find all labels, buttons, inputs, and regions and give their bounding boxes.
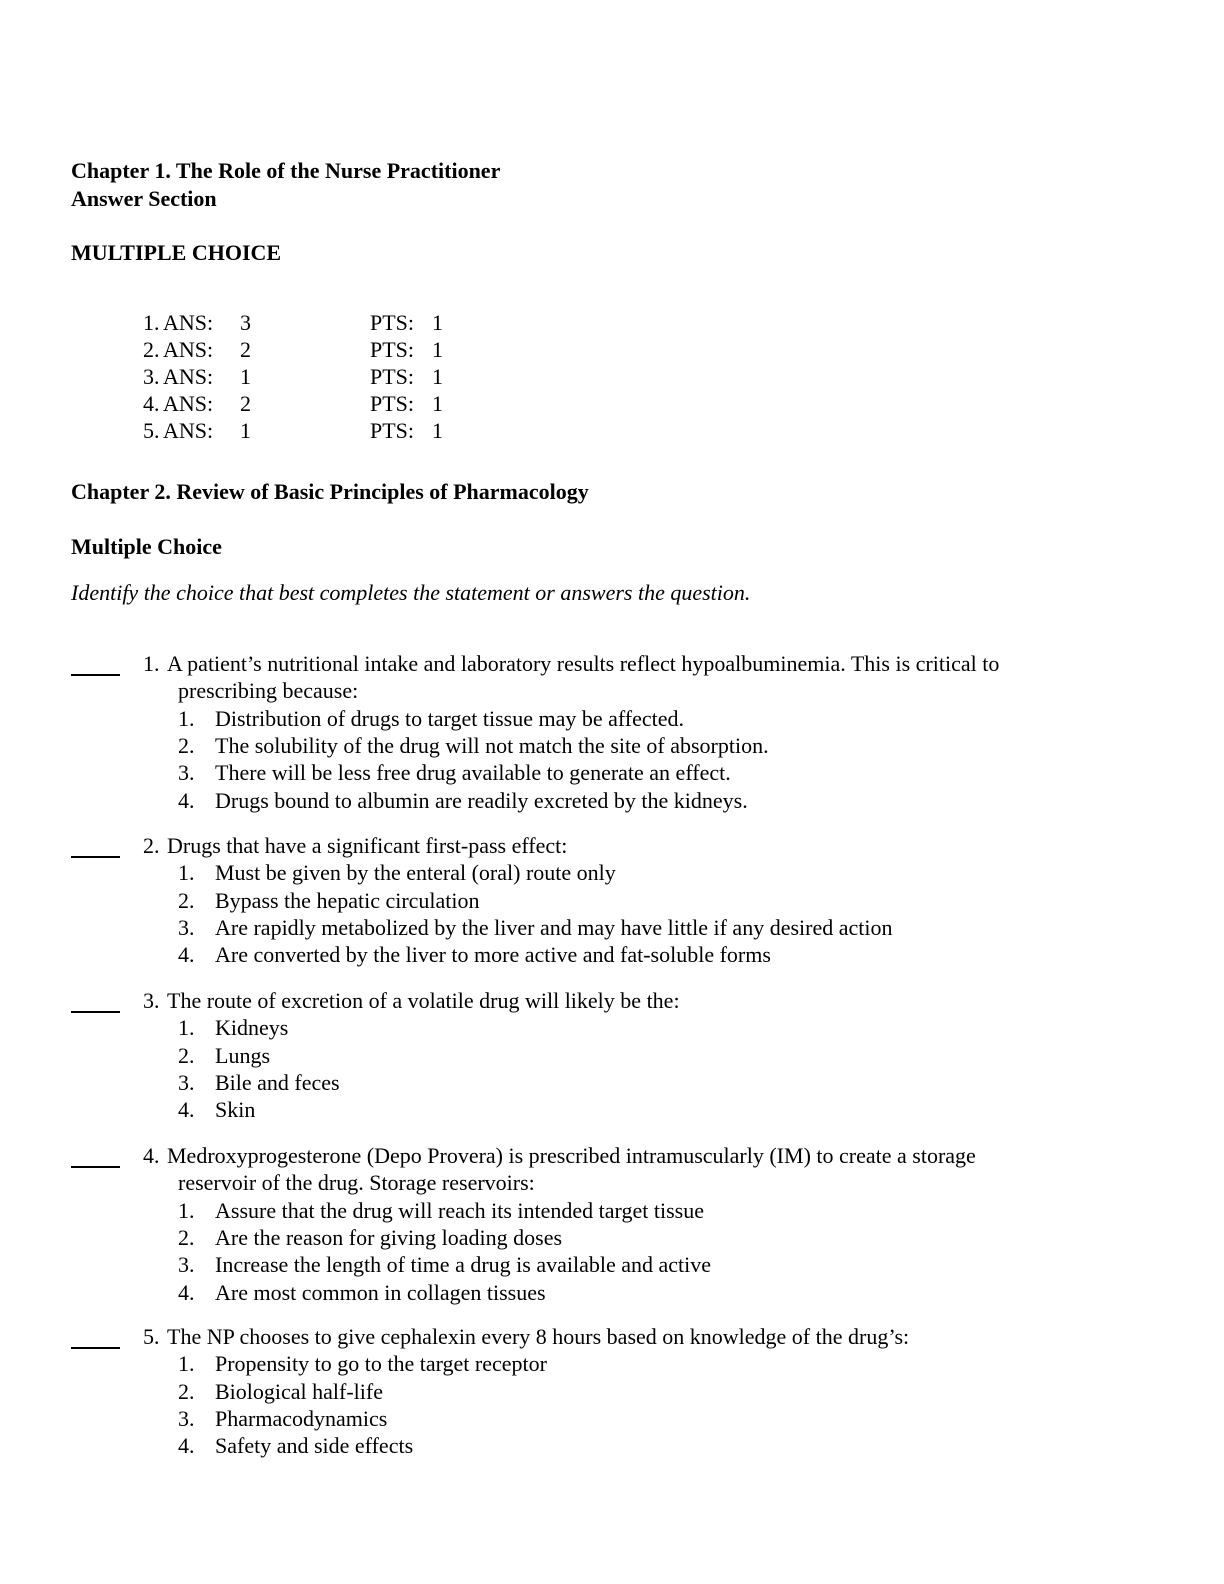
choice-number: 4.: [178, 942, 195, 968]
question-number: 1.: [143, 651, 160, 676]
choice-number: 1.: [178, 1015, 195, 1041]
question-number: 5.: [143, 1324, 160, 1349]
choice-number: 4.: [178, 1433, 195, 1459]
chapter-1-title: Chapter 1. The Role of the Nurse Practitioner: [71, 158, 501, 183]
question-stem-line: Drugs that have a significant first-pass effect:: [167, 833, 568, 858]
ans-label: ANS:: [163, 391, 214, 416]
choice-number: 2.: [178, 1042, 195, 1068]
choice-text: Bypass the hepatic circulation: [215, 887, 480, 913]
pts-label: PTS:: [370, 310, 415, 335]
choice-text: Increase the length of time a drug is available and active: [215, 1252, 712, 1278]
choice-text: Assure that the drug will reach its intended target tissue: [215, 1197, 704, 1223]
answer-number: 1.: [143, 310, 160, 335]
choice-text: Propensity to go to the target receptor: [215, 1351, 547, 1377]
question-stem-line: prescribing because:: [178, 678, 359, 704]
choice-number: 4.: [178, 1279, 195, 1305]
choice-text: Lungs: [215, 1042, 270, 1068]
ans-label: ANS:: [163, 364, 214, 389]
pts-value: 1: [432, 391, 443, 416]
answer-blank[interactable]: [71, 832, 120, 858]
choice-text: Are the reason for giving loading doses: [215, 1224, 563, 1250]
question-stem-line: The NP chooses to give cephalexin every 8 hours based on knowledge of the drug’s:: [167, 1324, 910, 1349]
answer-section-heading: Answer Section: [71, 186, 217, 211]
choice-text: Biological half-life: [215, 1378, 383, 1404]
ans-value: 2: [240, 337, 251, 362]
choice-number: 4.: [178, 787, 195, 813]
ans-value: 3: [240, 310, 251, 335]
pts-value: 1: [432, 418, 443, 443]
pts-value: 1: [432, 364, 443, 389]
choice-number: 1.: [178, 1197, 195, 1223]
choice-text: Safety and side effects: [215, 1433, 414, 1459]
question-stem: [167, 650, 1077, 705]
ans-label: ANS:: [163, 418, 214, 443]
ans-value: 2: [240, 391, 251, 416]
answer-number: 3.: [143, 364, 160, 389]
choice-text: Skin: [215, 1097, 256, 1123]
choice-number: 3.: [178, 760, 195, 786]
instructions-text: Identify the choice that best completes the statement or answers the question.: [71, 580, 751, 605]
choice-number: 2.: [178, 887, 195, 913]
pts-label: PTS:: [370, 418, 415, 443]
choice-number: 3.: [178, 1069, 195, 1095]
ans-value: 1: [240, 418, 251, 443]
question-stem-line: The route of excretion of a volatile drug will likely be the:: [167, 988, 680, 1013]
choice-number: 3.: [178, 914, 195, 940]
answer-number: 2.: [143, 337, 160, 362]
choice-number: 2.: [178, 1224, 195, 1250]
choice-number: 2.: [178, 1378, 195, 1404]
choice-number: 2.: [178, 732, 195, 758]
choice-text: Distribution of drugs to target tissue may be affected.: [215, 705, 685, 731]
multiple-choice-heading: MULTIPLE CHOICE: [71, 240, 282, 265]
pts-label: PTS:: [370, 364, 415, 389]
answer-number: 5.: [143, 418, 160, 443]
answer-number: 4.: [143, 391, 160, 416]
answer-blank[interactable]: [71, 1142, 120, 1168]
choice-number: 3.: [178, 1405, 195, 1431]
choice-text: The solubility of the drug will not match the site of absorption.: [215, 732, 769, 758]
question-stem-line: Medroxyprogesterone (Depo Provera) is prescribed intramuscularly (IM) to create a storage: [167, 1143, 976, 1168]
choice-text: There will be less free drug available to generate an effect.: [215, 760, 731, 786]
answer-blank[interactable]: [71, 987, 120, 1013]
choice-number: 1.: [178, 1351, 195, 1377]
question-number: 3.: [143, 988, 160, 1013]
pts-label: PTS:: [370, 391, 415, 416]
ans-label: ANS:: [163, 337, 214, 362]
choice-text: Are converted by the liver to more active and fat-soluble forms: [215, 942, 771, 968]
choice-text: Are most common in collagen tissues: [215, 1279, 546, 1305]
choice-text: Bile and feces: [215, 1069, 340, 1095]
question-number: 4.: [143, 1143, 160, 1168]
choice-text: Are rapidly metabolized by the liver and may have little if any desired action: [215, 914, 893, 940]
choice-number: 3.: [178, 1252, 195, 1278]
question-stem: [167, 832, 1077, 859]
choice-text: Drugs bound to albumin are readily excreted by the kidneys.: [215, 787, 748, 813]
choice-number: 1.: [178, 860, 195, 886]
question-stem-line: A patient’s nutritional intake and laboratory results reflect hypoalbuminemia. This is critical to: [167, 651, 1000, 676]
choice-text: Kidneys: [215, 1015, 289, 1041]
pts-value: 1: [432, 310, 443, 335]
chapter-2-title: Chapter 2. Review of Basic Principles of Pharmacology: [71, 479, 589, 504]
question-stem-line: reservoir of the drug. Storage reservoirs:: [178, 1170, 535, 1196]
pts-value: 1: [432, 337, 443, 362]
ans-label: ANS:: [163, 310, 214, 335]
choice-number: 1.: [178, 705, 195, 731]
ans-value: 1: [240, 364, 251, 389]
question-stem: [167, 1142, 1077, 1197]
choice-text: Pharmacodynamics: [215, 1405, 388, 1431]
choice-number: 4.: [178, 1097, 195, 1123]
answer-blank[interactable]: [71, 650, 120, 676]
choice-text: Must be given by the enteral (oral) route only: [215, 860, 616, 886]
answer-blank[interactable]: [71, 1323, 120, 1349]
multiple-choice-subheading: Multiple Choice: [71, 534, 222, 559]
question-stem: [167, 1323, 1077, 1350]
question-number: 2.: [143, 833, 160, 858]
pts-label: PTS:: [370, 337, 415, 362]
question-stem: [167, 987, 1077, 1014]
